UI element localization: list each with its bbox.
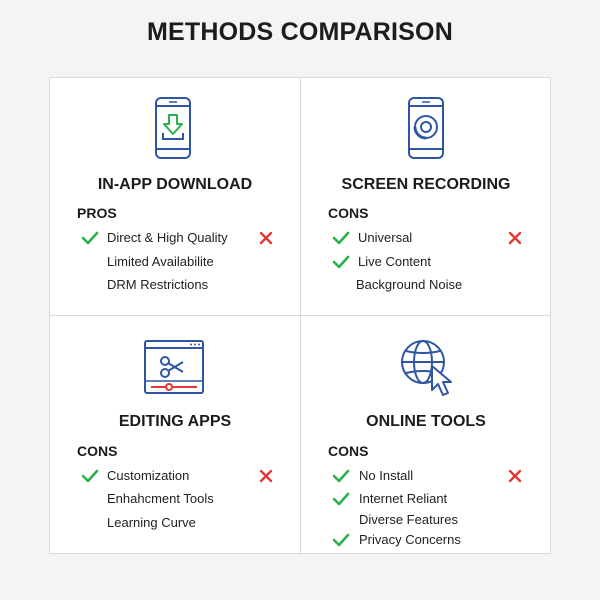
- list-item: Background Noise: [356, 277, 463, 292]
- video-editor-scissors-icon: [143, 339, 205, 395]
- section-label: CONS: [77, 443, 118, 459]
- panel-title: IN-APP DOWNLOAD: [97, 176, 253, 193]
- list-item: Live Content: [358, 254, 431, 269]
- panel-editing-apps: [50, 316, 300, 554]
- check-icon: [332, 469, 350, 483]
- cross-icon: [508, 469, 522, 483]
- check-icon: [81, 231, 99, 245]
- list-item: Internet Reliant: [359, 491, 448, 506]
- check-icon: [332, 255, 350, 269]
- list-item: Direct & High Quality: [107, 230, 228, 245]
- list-item: DRM Restrictions: [107, 277, 209, 292]
- check-icon: [332, 533, 350, 547]
- list-item: Limited Availabilite: [107, 254, 214, 269]
- section-label: CONS: [328, 443, 369, 459]
- list-item: Learning Curve: [107, 515, 196, 530]
- globe-cursor-icon: [399, 338, 459, 400]
- panel-title: ONLINE TOOLS: [366, 413, 486, 430]
- check-icon: [81, 469, 99, 483]
- panel-title: SCREEN RECORDING: [341, 176, 511, 193]
- list-item: Customization: [107, 468, 190, 483]
- list-item: Enhahcment Tools: [107, 491, 214, 506]
- list-item: Privacy Concerns: [359, 532, 461, 547]
- list-item: Diverse Features: [359, 512, 458, 527]
- phone-download-icon: [154, 96, 192, 160]
- check-icon: [332, 492, 350, 506]
- page-title: METHODS COMPARISON: [147, 18, 453, 46]
- panel-screen-recording: [301, 78, 551, 316]
- cross-icon: [259, 231, 273, 245]
- cross-icon: [259, 469, 273, 483]
- list-item: No Install: [359, 468, 414, 483]
- phone-record-icon: [407, 96, 445, 160]
- panel-online-tools: [301, 316, 551, 554]
- cross-icon: [508, 231, 522, 245]
- check-icon: [332, 231, 350, 245]
- panel-title: EDITING APPS: [118, 413, 232, 430]
- section-label: CONS: [328, 205, 369, 221]
- comparison-grid: [49, 77, 551, 554]
- panel-in-app-download: [50, 78, 300, 316]
- list-item: Universal: [358, 230, 413, 245]
- section-label: PROS: [77, 205, 117, 221]
